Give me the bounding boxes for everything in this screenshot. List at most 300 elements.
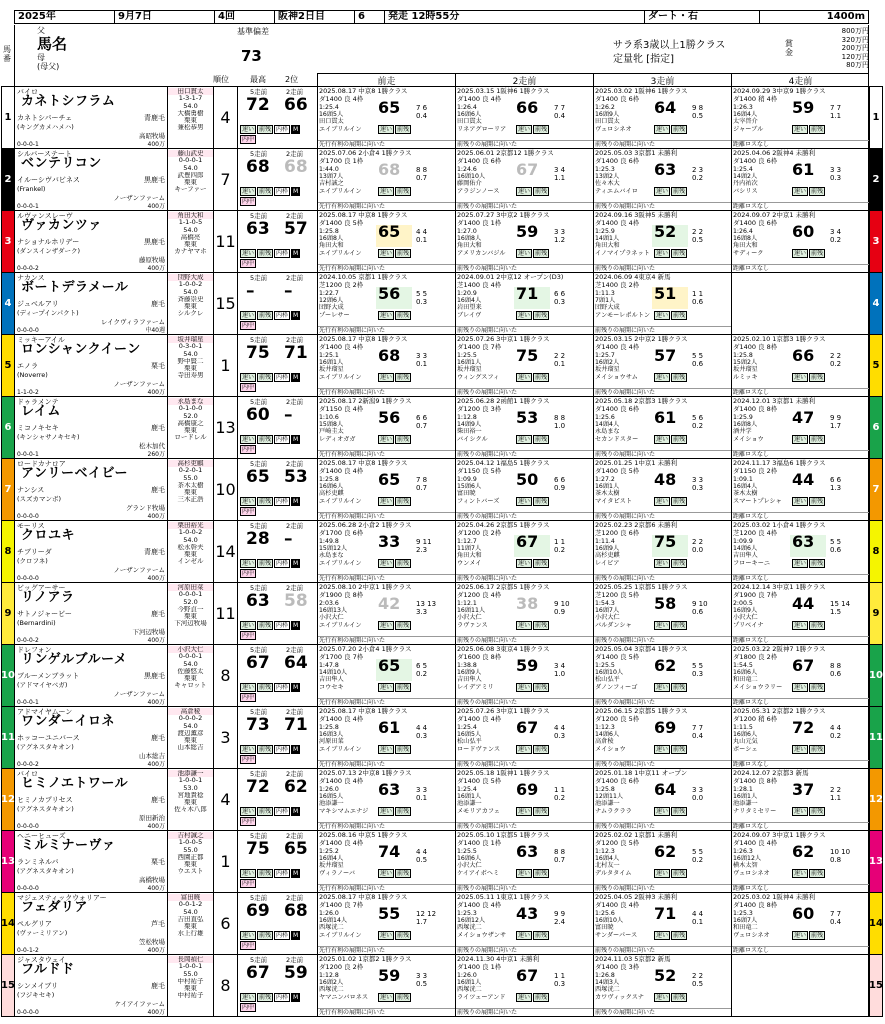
race-course: ダ1150 良 4枠 [319,405,364,413]
race-title: 2025.01.18 1中京11 オープン [595,769,688,777]
tag: 速い [656,622,669,629]
tag: M [293,188,299,195]
earnings: 400万 [147,761,165,768]
horse-name[interactable]: ヒミノエトワール [21,776,129,791]
class-text: サラ系3歳以上1勝クラス [613,40,726,51]
dam-name: ジュベルアリ [17,300,59,308]
race-title: 2024.12.07 2京都3 新馬 [733,769,809,777]
horse-number-band: 10 [1,644,15,707]
course-record: 0-0-0-0 [17,575,39,582]
tag: 前残 [811,126,824,133]
year-label: 2025年 [15,11,115,23]
past-race[interactable] [317,87,455,148]
past-race[interactable] [731,335,869,396]
past-race[interactable] [455,831,593,892]
tag: 前残 [673,560,686,567]
past-race[interactable] [317,583,455,644]
tag: 前残 [259,684,272,691]
past-race[interactable] [455,273,593,334]
jockey-info: 水上行雄 [177,930,204,938]
second-speed: 64 [284,653,308,673]
past-race[interactable] [455,459,593,520]
course-record: 0-0-0-0 [17,885,39,892]
race-title: 2025.05.10 1京都5 1勝クラス [457,831,550,839]
past-race[interactable] [731,769,869,830]
jockey-info: 宮地貴稔 [177,791,204,799]
horse-name[interactable]: リノアラ [21,590,75,605]
past-race[interactable] [455,87,593,148]
jockey-info: インゼル [177,558,204,566]
tag: M [293,498,299,505]
tag: 速い [656,374,669,381]
past-race[interactable] [731,397,869,458]
sire-name: バイロ [17,88,38,96]
race-title: 2025.05.25 1京都5 1勝クラス [595,583,688,591]
meeting-label: 4回 [215,11,275,23]
past-race[interactable] [593,707,731,768]
past-race[interactable] [731,831,869,892]
past-race[interactable] [317,397,455,458]
past-race[interactable] [593,583,731,644]
jockey-info: 武豊四郎 [177,171,204,179]
coat-color: 鹿毛 [151,424,165,432]
race-note: 前残りの展開に向いた [594,202,731,210]
tag: 速い [518,374,531,381]
sire-name: バイロ [17,770,38,778]
tag: 前残 [259,374,272,381]
tag: 前残 [397,808,410,815]
race-speed: 67 [516,966,539,985]
race-tags [516,807,549,816]
tag: 内中 [242,880,255,887]
horse-name[interactable]: ボートデラメール [21,280,129,295]
past-race[interactable] [731,149,869,210]
race-course: ダ1400 良 7枠 [457,343,502,351]
past-race[interactable] [731,583,869,644]
past-race[interactable] [593,645,731,706]
speed-index-block: 5走前 2走前 69 68 速い 前残 内枠 M 内中 [237,893,317,954]
tag: 前残 [535,560,548,567]
race-tags [654,125,687,134]
race-detail: 1:20.9 16頭4人 岩田望来 ブレイヴ [457,290,482,319]
sire-name: ビッグアーサー [17,584,66,592]
race-speed: 48 [654,470,677,489]
past-race[interactable] [317,769,455,830]
tag: 内中 [242,818,255,825]
tag: 前残 [673,498,686,505]
earnings: 400万 [147,389,165,396]
past-race[interactable] [593,769,731,830]
past-race[interactable] [317,831,455,892]
jockey-info: 栗東 [184,985,197,993]
pedigree-block [17,956,167,1016]
jockey-info: キーファー [174,186,207,194]
past-race[interactable] [455,955,593,1016]
dam-name: エノラ [17,362,38,370]
race-position: 3 3 0.0 [692,786,704,802]
race-title: 2025.01.02 1京都2 1勝クラス [319,955,412,963]
race-note: 前残りの展開に向いた [594,388,731,396]
tag: 前残 [259,994,272,1001]
tag: 内枠 [276,746,289,753]
race-note: 距離ロスなし [732,264,869,272]
top-speed: 63 [246,591,270,611]
race-detail: 1:28.1 16頭1人 池添謙一 ナリタミセリー [733,786,777,815]
past-race[interactable] [317,893,455,954]
race-speed: 55 [378,904,401,923]
past-race[interactable] [731,87,869,148]
tag: 前残 [811,188,824,195]
side-label-horse-number: 馬番 [3,45,11,63]
race-course: ダ1200 稍 6枠 [733,715,778,723]
tag: 内枠 [276,374,289,381]
race-title: 2024.09.29 3中京9 1勝クラス [733,87,826,95]
past-race[interactable] [455,521,593,582]
horse-name[interactable]: ワンダーイロネ [21,714,115,729]
race-note: 前残りの展開に向いた [456,202,593,210]
race-position: 1 1 0.2 [554,538,566,554]
dam-name: ホッコーユニバース [17,734,80,742]
past-race[interactable] [593,521,731,582]
jockey-info: 1-1-0-5 [178,219,203,227]
race-speed: 67 [792,656,815,675]
past-race[interactable] [317,459,455,520]
race-title: 2024.10.05 京都1 1勝クラス [319,273,408,281]
tag: 内中 [242,942,255,949]
breeder: ノーザンファーム [113,380,165,388]
horse-number-band: 7 [1,458,15,521]
race-position: 6 5 0.2 [416,662,428,678]
past-race[interactable] [731,211,869,272]
race-detail: 1:22.7 12頭6人 団野大成 プーレサー [319,290,350,319]
horse-number-band-right: 15 [869,954,883,1017]
tag: 速い [656,994,669,1001]
tag: 前残 [811,932,824,939]
second-speed: 65 [284,839,308,859]
race-tags [654,497,687,506]
past-race[interactable] [455,397,593,458]
tag: 速い [656,436,669,443]
entry-row [4,87,880,149]
race-note: 前残りの展開に向いた [456,388,593,396]
coat-color: 鹿毛 [151,796,165,804]
style-tags [240,621,316,640]
race-position: 9 10 0.9 [554,600,570,616]
tag: 速い [794,188,807,195]
speed-index-block: 5走前 2走前 60 – 速い 前残 内枠 M 内中 [237,397,317,458]
tag: 速い [242,498,255,505]
race-course: ダ1400 良 4枠 [595,219,640,227]
race-course: ダ1400 良 3枠 [595,963,640,971]
tag: 前残 [811,374,824,381]
horse-name[interactable]: フェダリア [21,900,88,915]
race-title: 2025.02.10 1京都3 1勝クラス [733,335,826,343]
race-detail: 1:47.8 14頭10人 吉田隼人 コウセキ [319,662,348,691]
tag: 前残 [673,126,686,133]
race-speed: 65 [378,470,401,489]
race-tags [792,807,825,816]
race-title: 2024.06.09 4東京4 新馬 [595,273,671,281]
tag: 前残 [259,808,272,815]
past-race[interactable] [317,521,455,582]
tag: M [293,870,299,877]
damsire-name: (ディープインパクト) [17,309,79,317]
race-tags [378,311,411,320]
jockey-info: 54.0 [183,536,198,544]
race-course: ダ1700 良 7枠 [319,653,364,661]
past-race[interactable] [455,335,593,396]
race-speed: 69 [516,780,539,799]
jockey-info: 小沢大仁 [168,646,213,653]
tag: 前残 [397,932,410,939]
past-race[interactable] [317,955,455,1016]
past-race[interactable] [593,273,731,334]
race-tags [792,683,825,692]
race-position: 8 8 0.7 [416,166,428,182]
tag: 速い [242,312,255,319]
past-race[interactable] [317,335,455,396]
entry-row [4,397,880,459]
past-race[interactable] [731,645,869,706]
race-note: 距離ロスなし [732,574,869,582]
past-race[interactable] [317,707,455,768]
speed-index-block: 5走前 2走前 – – 速い 前残 内枠 M 内中 [237,273,317,334]
past-race[interactable] [317,149,455,210]
damsire-name: (フジキセキ) [17,991,55,999]
tag: 速い [242,436,255,443]
race-position: 3 3 0.1 [416,786,428,802]
race-position: 4 4 0.3 [554,724,566,740]
race-detail: 1:26.8 14頭3人 西塚洸二 カワヴィックスナ [595,972,644,1001]
tag: 前残 [673,312,686,319]
style-tags [240,373,316,392]
breeder: 藤原牧場 [139,256,165,264]
past-race[interactable] [731,893,869,954]
past-race[interactable] [593,149,731,210]
horse-name[interactable]: クロユキ [21,528,76,543]
past-race[interactable] [455,149,593,210]
past-race[interactable] [731,955,869,1016]
past-race[interactable] [593,831,731,892]
tag: 前残 [259,126,272,133]
horse-name[interactable]: ヴァカンツァ [21,218,102,233]
past-race[interactable] [317,211,455,272]
jockey-block [167,211,213,272]
race-course: ダ1400 良 5枠 [595,653,640,661]
jockey-info: 栗東 [184,241,197,249]
race-detail: 1:12.7 11頭7人 角田大和 ウンメイ [457,538,482,567]
tag: M [293,126,299,133]
course-record: 0-0-0-1 [17,451,39,458]
horse-name[interactable]: リンゲルブルーメ [21,652,128,667]
jockey-info: 池添謙一 [168,770,213,777]
race-speed: 62 [792,842,815,861]
tag: 内中 [242,508,255,515]
sire-name: マジェスティックウォリアー [17,894,107,902]
tag: 速い [518,870,531,877]
race-note: 前残りの展開に向いた [594,760,731,768]
rank-number: 8 [213,955,237,1016]
tag: 前残 [673,436,686,443]
tag: 速い [656,684,669,691]
race-speed: 56 [378,408,401,427]
race-position: 9 11 2.3 [416,538,432,554]
race-tags [378,373,411,382]
tag: 速い [242,188,255,195]
coat-color: 鹿毛 [151,734,165,742]
race-speed: 47 [792,408,815,427]
race-speed: 43 [516,904,539,923]
race-detail: 1:25.6 14頭4人 永島まな セカンドスター [595,414,639,443]
jockey-info: 54.0 [183,226,198,234]
race-position: 3 4 1.0 [554,662,566,678]
pedigree-block [17,212,167,272]
race-course: ダ1150 良 5枠 [457,467,502,475]
past-race[interactable] [317,273,455,334]
race-position: 3 3 0.3 [830,166,842,182]
top-speed: 67 [246,653,270,673]
jockey-info: ウエスト [177,868,204,876]
race-note: 前残りの展開に向いた [594,1008,731,1016]
past-race[interactable] [593,335,731,396]
race-note: 前残りの展開に向いた [456,140,593,148]
jockey-info: 54.0 [183,722,198,730]
jockey-info: 団野大成 [168,274,213,281]
past-race[interactable] [455,583,593,644]
past-race[interactable] [731,459,869,520]
race-position: 5 5 0.3 [416,290,428,306]
tag: 内中 [242,694,255,701]
past-race[interactable] [731,521,869,582]
past-race[interactable] [455,707,593,768]
tag: 速い [518,188,531,195]
race-tags [792,621,825,630]
tag: 速い [794,436,807,443]
race-title: 2025.08.17 中京8 1勝クラス [319,893,408,901]
tag: 内枠 [276,870,289,877]
race-note: 前残りの展開に向いた [456,512,593,520]
horse-name[interactable]: アンリーベイビー [21,466,128,481]
horse-name[interactable]: ベンテリコン [21,156,102,171]
jockey-info: 吉田直弘 [177,915,204,923]
horse-name[interactable]: ミルミナーヴァ [21,838,116,853]
tag: 速い [380,808,393,815]
past-race[interactable] [593,397,731,458]
race-tags [654,621,687,630]
tag: 速い [242,994,255,1001]
race-note: 前残りの展開に向いた [456,636,593,644]
tag: M [293,622,299,629]
tag: 前残 [397,126,410,133]
tag: 速い [380,312,393,319]
race-note: 距離ロスなし [732,512,869,520]
race-note: 先行有利の展開に向いた [318,388,455,396]
earnings: 400万 [147,513,165,520]
dam-name: チブリーダ [17,548,52,556]
top-speed: 60 [246,405,270,425]
second-speed: 68 [284,157,308,177]
past-race[interactable] [593,459,731,520]
race-course: ダ1700 良 1枠 [319,157,364,165]
past-race[interactable] [593,211,731,272]
top-speed: 72 [246,95,270,115]
race-detail: 1:26.3 16頭4人 太宰啓介 ジャーブル [733,104,764,133]
past-race[interactable] [593,955,731,1016]
race-detail: 1:54.3 16頭7人 小沢大仁 バルダンシャ [595,600,632,629]
speed-index-block: 5走前 2走前 28 – 速い 前残 内枠 M 内中 [237,521,317,582]
race-detail: 1:26.4 16頭6人 田口貫太 リネアグローリア [457,104,507,133]
past-race[interactable] [317,645,455,706]
sire-name: ルヴァンスレーヴ [17,212,73,220]
past-race[interactable] [455,645,593,706]
race-position: 5 6 0.2 [692,414,704,430]
past-race[interactable] [455,769,593,830]
race-tags [792,745,825,754]
race-note: 前残りの展開に向いた [594,698,731,706]
rank-number: 4 [213,769,237,830]
dam-name: サトノジャービー [17,610,72,618]
race-speed: 38 [516,594,539,613]
jockey-info: 三木正浩 [177,496,204,504]
tag: 前残 [259,250,272,257]
style-tags [240,435,316,454]
damsire-name: (キングカメハメハ) [17,123,74,131]
head-2nd: 2走前 [455,74,593,87]
tag: 速い [380,560,393,567]
speed-index-block: 5走前 2走前 65 53 速い 前残 内枠 M 内中 [237,459,317,520]
race-course: ダ1400 良 4枠 [457,95,502,103]
past-race[interactable] [731,707,869,768]
jockey-block [167,335,213,396]
past-race[interactable] [593,87,731,148]
speed-index-block: 5走前 2走前 75 71 速い 前残 内枠 M 内中 [237,335,317,396]
jockey-info: 西園正都 [177,853,204,861]
breeder: 原田新治 [139,814,165,822]
race-position: 13 13 3.3 [416,600,437,616]
race-speed: 59 [378,966,401,985]
race-tags [378,559,411,568]
race-title: 2025.05.11 1東京1 1勝クラス [457,893,550,901]
past-race[interactable] [731,273,869,334]
pedigree-block [17,522,167,582]
race-position: 9 8 0.5 [692,104,704,120]
past-race[interactable] [455,893,593,954]
horse-name[interactable]: ロンシャンクイーン [21,342,141,357]
past-race[interactable] [593,893,731,954]
horse-name[interactable]: カネトシフラム [21,94,116,109]
race-tags [516,311,549,320]
race-title: 2025.08.10 2中京1 1勝クラス [319,583,412,591]
race-position: 7 7 0.4 [830,910,842,926]
entry-row [1,707,883,769]
top-speed: 67 [246,963,270,983]
horse-name[interactable]: レイム [21,404,61,419]
race-speed: 59 [516,222,539,241]
tag: 速い [242,746,255,753]
course-record: 0-0-0-2 [17,761,39,768]
race-title: 2025.08.17 中京8 1勝クラス [319,459,408,467]
sire-name: ロードカナロア [17,460,66,468]
past-race[interactable] [455,211,593,272]
jockey-info: 栗東 [184,923,197,931]
entry-row [1,893,883,955]
tag: 前残 [397,250,410,257]
jockey-info: 永島まな [168,398,213,405]
race-course: ダ1400 良 4枠 [595,901,640,909]
second-speed: 58 [284,591,308,611]
horse-name[interactable]: フルドド [21,962,75,977]
tag: 前残 [673,870,686,877]
